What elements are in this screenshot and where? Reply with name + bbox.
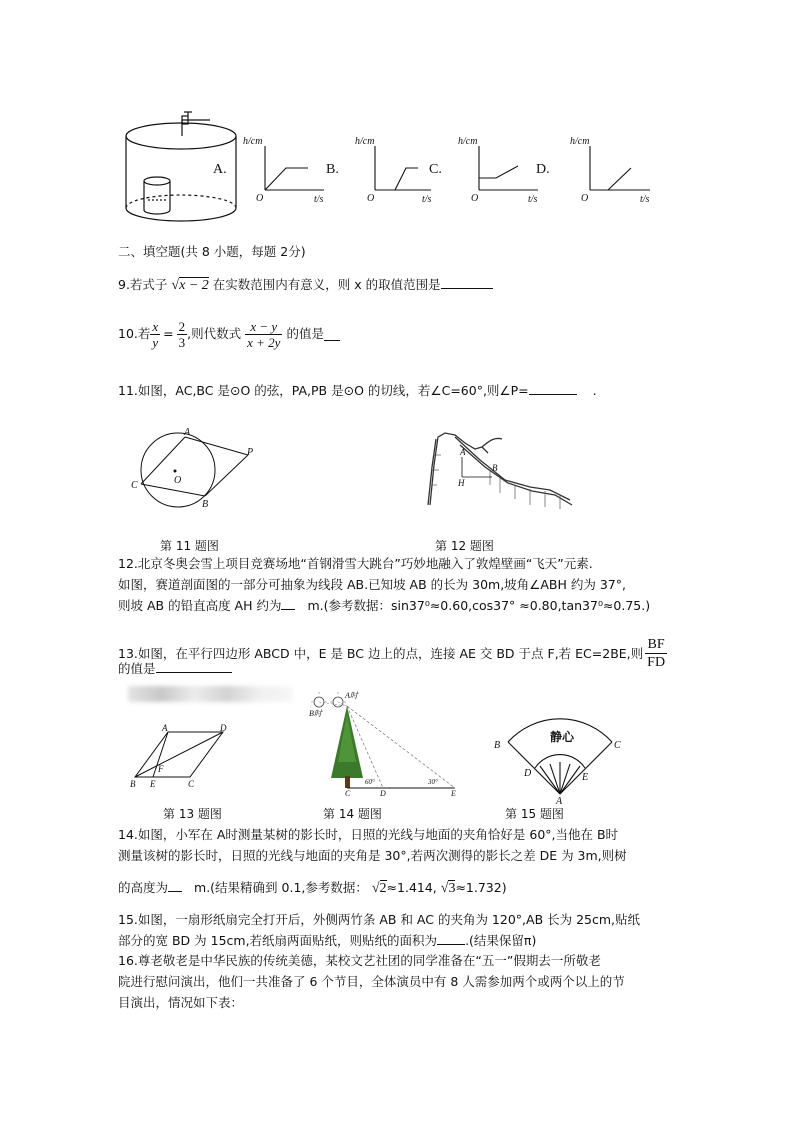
- fig13-label-d: D: [220, 723, 227, 733]
- q16-line3: 目演出，情况如下表：: [118, 995, 244, 1010]
- q13-answer-blank: [156, 660, 232, 673]
- q12-line2: 如图，赛道剖面图的一部分可抽象为线段 AB.已知坡 AB 的长为 30m,坡角∠ABH 约为 37°,: [118, 577, 626, 592]
- q14-answer-blank: [168, 879, 182, 892]
- q11-end: .: [592, 383, 597, 398]
- question-10: [118, 314, 340, 354]
- q11-answer-blank: [529, 382, 577, 395]
- fig12-label-a: A: [460, 447, 466, 457]
- q15-line2: [118, 932, 536, 950]
- q15-line2a: 部分的宽 BD 为 15cm,若纸扇两面贴纸，则贴纸的面积为: [118, 933, 438, 948]
- graph-b-xlabel: t/s: [422, 194, 432, 205]
- fig13-label-f: F: [158, 764, 164, 774]
- fig14-angle-30: 30°: [428, 778, 438, 786]
- q11-text: 11.如图，AC,BC 是⊙O 的弦，PA,PB 是⊙O 的切线，若∠C=60°,则∠P=: [118, 383, 529, 398]
- fig14-label-btime: B时: [309, 709, 322, 718]
- q10-frac-xy: $\frac{x}{y}$: [152, 318, 159, 350]
- q13-line2-text: 的值是: [118, 661, 156, 676]
- fig13-label-e: E: [150, 779, 156, 789]
- q12-line1: 12.北京冬奥会雪上项目竞赛场地“首钢滑雪大跳台”巧妙地融入了敦煌壁画“飞天”元素.: [118, 556, 593, 571]
- q12-line3a: 则坡 AB 的铅直高度 AH 约为: [118, 598, 282, 613]
- option-c-label: C.: [429, 162, 442, 177]
- fig15-label-e: E: [582, 772, 589, 783]
- graph-a-xlabel: t/s: [314, 194, 324, 205]
- question-9: [118, 276, 493, 295]
- q14-line3: [118, 879, 507, 898]
- fig13-label-a: A: [162, 723, 168, 733]
- fig12-caption: 第 12 题图: [435, 539, 494, 553]
- fig11-label-o: O: [174, 475, 182, 486]
- q10-frac-expr: $\frac{x - y}{x + 2y}$: [247, 318, 281, 350]
- graph-c-xlabel: t/s: [528, 194, 538, 205]
- fig14-label-d: D: [380, 789, 386, 798]
- option-b-label: B.: [326, 162, 339, 177]
- graph-a-origin: O: [256, 193, 264, 204]
- option-a-label: A.: [213, 162, 227, 177]
- q10-post: 的值是: [286, 326, 324, 341]
- q16-line1: 16.尊老敬老是中华民族的传统美德，某校文艺社团的同学准备在“五一”假期去一所敬老: [118, 953, 601, 968]
- graph-c-ylabel: h/cm: [458, 136, 478, 147]
- q14-sqrt2: √2: [371, 881, 387, 896]
- figure-11: [128, 425, 268, 513]
- fig11-label-a: A: [184, 427, 191, 438]
- fig11-label-p: P: [247, 447, 254, 458]
- graph-c: [479, 146, 538, 190]
- q15-line1: 15.如图，一扇形纸扇完全打开后，外侧两竹条 AB 和 AC 的夹角为 120°,AB 长为 25cm,贴纸: [118, 912, 641, 927]
- q8-figure: [118, 108, 678, 226]
- q10-pre: 10.若: [118, 326, 151, 341]
- graph-b-origin: O: [367, 193, 375, 204]
- q14-sqrt3: √3: [440, 881, 456, 896]
- fig12-label-b: B: [492, 463, 498, 473]
- graph-d-xlabel: t/s: [640, 194, 650, 205]
- fig13-label-c: C: [188, 779, 195, 789]
- q9-sqrt: √x − 2: [171, 278, 209, 293]
- fig15-label-d: D: [524, 768, 532, 779]
- q10-mid: ,则代数式: [187, 326, 242, 341]
- q13-line2: [118, 660, 232, 678]
- fig14-label-e: E: [451, 789, 456, 798]
- q14-line1: 14.如图，小军在 A时测量某树的影长时，日照的光线与地面的夹角恰好是 60°,当他在 B时: [118, 827, 619, 842]
- q16-line2: 院进行慰问演出，他们一共准备了 6 个节目，全体演员中有 8 人需参加两个或两个以上的节: [118, 974, 625, 989]
- figure-14: [305, 692, 465, 796]
- question-11: [118, 382, 597, 400]
- fig13-caption: 第 13 题图: [163, 807, 222, 821]
- fig13-label-b: B: [130, 779, 136, 789]
- q14-line2: 测量该树的影长时，日照的光线与地面的夹角是 30°,若两次测得的影长之差 DE 为 3m,则树: [118, 848, 627, 863]
- q10-answer-blank: [324, 328, 340, 341]
- graph-b-ylabel: h/cm: [355, 136, 375, 147]
- q12-line3b: m.(参考数据：sin37⁰≈0.60,cos37° ≈0.80,tan37⁰≈0.75.): [307, 598, 651, 613]
- q15-answer-blank: [437, 932, 465, 945]
- fig11-label-c: C: [131, 480, 138, 491]
- fig14-caption: 第 14 题图: [323, 807, 382, 821]
- fig12-label-h: H: [458, 478, 465, 488]
- fig15-title: 静心: [550, 730, 575, 744]
- fig11-caption: 第 11 题图: [160, 539, 219, 553]
- q13-line1-text: 13.如图，在平行四边形 ABCD 中，E 是 BC 边上的点，连接 AE 交 BD 于点 F,若 EC=2BE,则: [118, 645, 644, 661]
- fig14-label-atime: A时: [345, 691, 358, 700]
- q9-post: 在实数范围内有意义，则 x 的取值范围是: [212, 277, 441, 292]
- q13-frac: $\frac{BF}{FD}$: [647, 637, 666, 670]
- section-heading: 二、填空题(共 8 小题，每题 2分): [118, 244, 306, 259]
- fig15-caption: 第 15 题图: [505, 807, 564, 821]
- fig15-label-a: A: [556, 796, 563, 807]
- q14-v3: ≈1.732): [455, 880, 507, 895]
- q10-frac-23: $\frac{2}{3}$: [178, 318, 186, 350]
- q12-line3: [118, 597, 650, 615]
- figure-12: [420, 425, 580, 513]
- q12-answer-blank: [281, 597, 295, 610]
- figure-13: [128, 722, 238, 792]
- graph-d-origin: O: [581, 193, 589, 204]
- fig11-label-b: B: [202, 499, 209, 510]
- fig14-angle-60: 60°: [365, 778, 375, 786]
- fig14-label-c: C: [345, 789, 351, 798]
- q9-pre: 9.若式子: [118, 277, 168, 292]
- graph-a: [265, 146, 324, 190]
- q14-v2: ≈1.414,: [386, 880, 437, 895]
- figure-15: [490, 706, 630, 807]
- graph-a-ylabel: h/cm: [243, 136, 263, 147]
- fig15-label-b: B: [494, 740, 501, 751]
- q14-line3b: m.(结果精确到 0.1,参考数据：: [194, 880, 368, 895]
- q9-radicand: x − 2: [179, 278, 209, 293]
- option-d-label: D.: [536, 162, 550, 177]
- blurred-artifact: [128, 686, 293, 702]
- graph-c-origin: O: [471, 193, 479, 204]
- q10-eq: =: [163, 326, 174, 341]
- graph-b: [375, 146, 431, 190]
- q15-line2b: .(结果保留π): [465, 933, 537, 948]
- graph-d: [590, 146, 650, 190]
- q9-answer-blank: [441, 276, 493, 289]
- fig15-label-c: C: [614, 740, 621, 751]
- q14-line3a: 的高度为: [118, 880, 169, 895]
- graph-d-ylabel: h/cm: [570, 136, 590, 147]
